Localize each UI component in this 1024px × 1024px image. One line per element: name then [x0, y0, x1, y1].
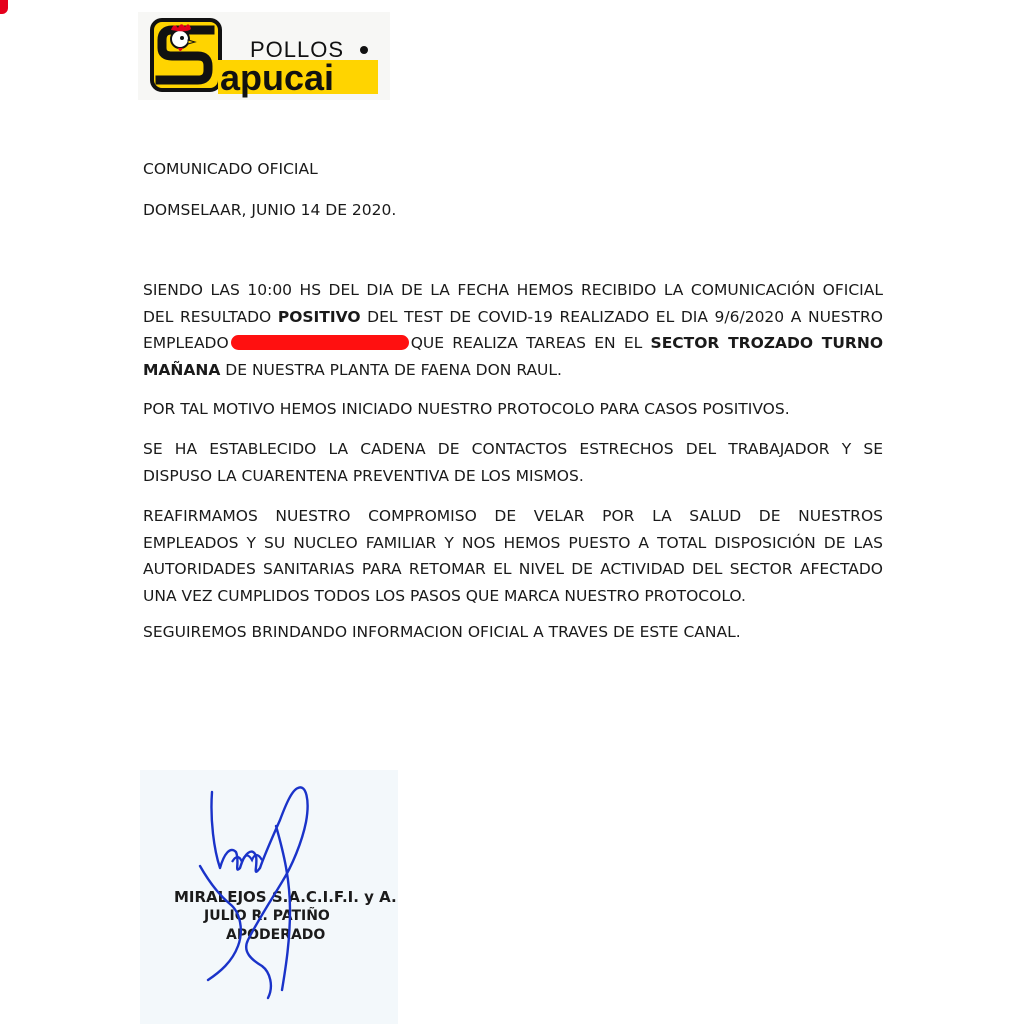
- paragraph-2: POR TAL MOTIVO HEMOS INICIADO NUESTRO PROTOCOLO PARA CASOS POSITIVOS.: [143, 400, 790, 418]
- paragraph-1: [143, 277, 883, 383]
- stamp-name: JULIO R. PATIÑO: [204, 908, 330, 924]
- sector-bold: SECTOR TROZADO TURNO: [650, 334, 883, 352]
- paragraph-3: [143, 436, 883, 489]
- signature-block: [140, 770, 398, 1024]
- place-date: DOMSELAAR, JUNIO 14 DE 2020.: [143, 201, 397, 219]
- p1-line-3: EMPLEADO QUE REALIZA TAREAS EN EL SECTOR TROZADO TURNO: [143, 334, 883, 352]
- p3-line-2: DISPUSO LA CUARENTENA PREVENTIVA DE LOS MISMOS.: [143, 466, 584, 485]
- document-title: COMUNICADO OFICIAL: [143, 160, 318, 178]
- corner-mark: [0, 0, 8, 14]
- logo-brand-text: apucai: [220, 57, 335, 98]
- p3-line-1: SE HA ESTABLECIDO LA CADENA DE CONTACTOS ESTRECHOS DEL TRABAJADOR Y SE: [143, 440, 883, 458]
- positivo-bold: POSITIVO: [277, 307, 361, 326]
- pollos-sapucai-logo: [138, 12, 390, 100]
- stamp-role: APODERADO: [226, 927, 326, 943]
- paragraph-5: SEGUIREMOS BRINDANDO INFORMACION OFICIAL A TRAVES DE ESTE CANAL.: [143, 623, 741, 641]
- turno-bold: MAÑANA: [143, 360, 221, 379]
- p1-line-4: MAÑANA DE NUESTRA PLANTA DE FAENA DON RAUL.: [143, 360, 562, 379]
- p1-line-2: DEL RESULTADO POSITIVO DEL TEST DE COVID-19 REALIZADO EL DIA 9/6/2020 A NUESTRO: [143, 307, 883, 326]
- p4-line-3: AUTORIDADES SANITARIAS PARA RETOMAR EL NIVEL DE ACTIVIDAD DEL SECTOR AFECTADO: [143, 560, 883, 578]
- stamp-company: MIRALEJOS S.A.C.I.F.I. y A.: [174, 888, 397, 906]
- logo-small-text: POLLOS: [250, 37, 345, 62]
- p4-line-2: EMPLEADOS Y SU NUCLEO FAMILIAR Y NOS HEMOS PUESTO A TOTAL DISPOSICIÓN DE LAS: [143, 533, 883, 552]
- paragraph-4: [143, 503, 883, 609]
- p4-line-1: REAFIRMAMOS NUESTRO COMPROMISO DE VELAR POR LA SALUD DE NUESTROS: [143, 507, 883, 525]
- handwritten-signature: [140, 770, 398, 1024]
- p4-line-4: UNA VEZ CUMPLIDOS TODOS LOS PASOS QUE MARCA NUESTRO PROTOCOLO.: [143, 586, 746, 605]
- p1-line-1: SIENDO LAS 10:00 HS DEL DIA DE LA FECHA HEMOS RECIBIDO LA COMUNICACIÓN OFICIAL: [143, 281, 883, 299]
- redacted-name: [231, 335, 409, 350]
- logo-graphic: [138, 12, 390, 100]
